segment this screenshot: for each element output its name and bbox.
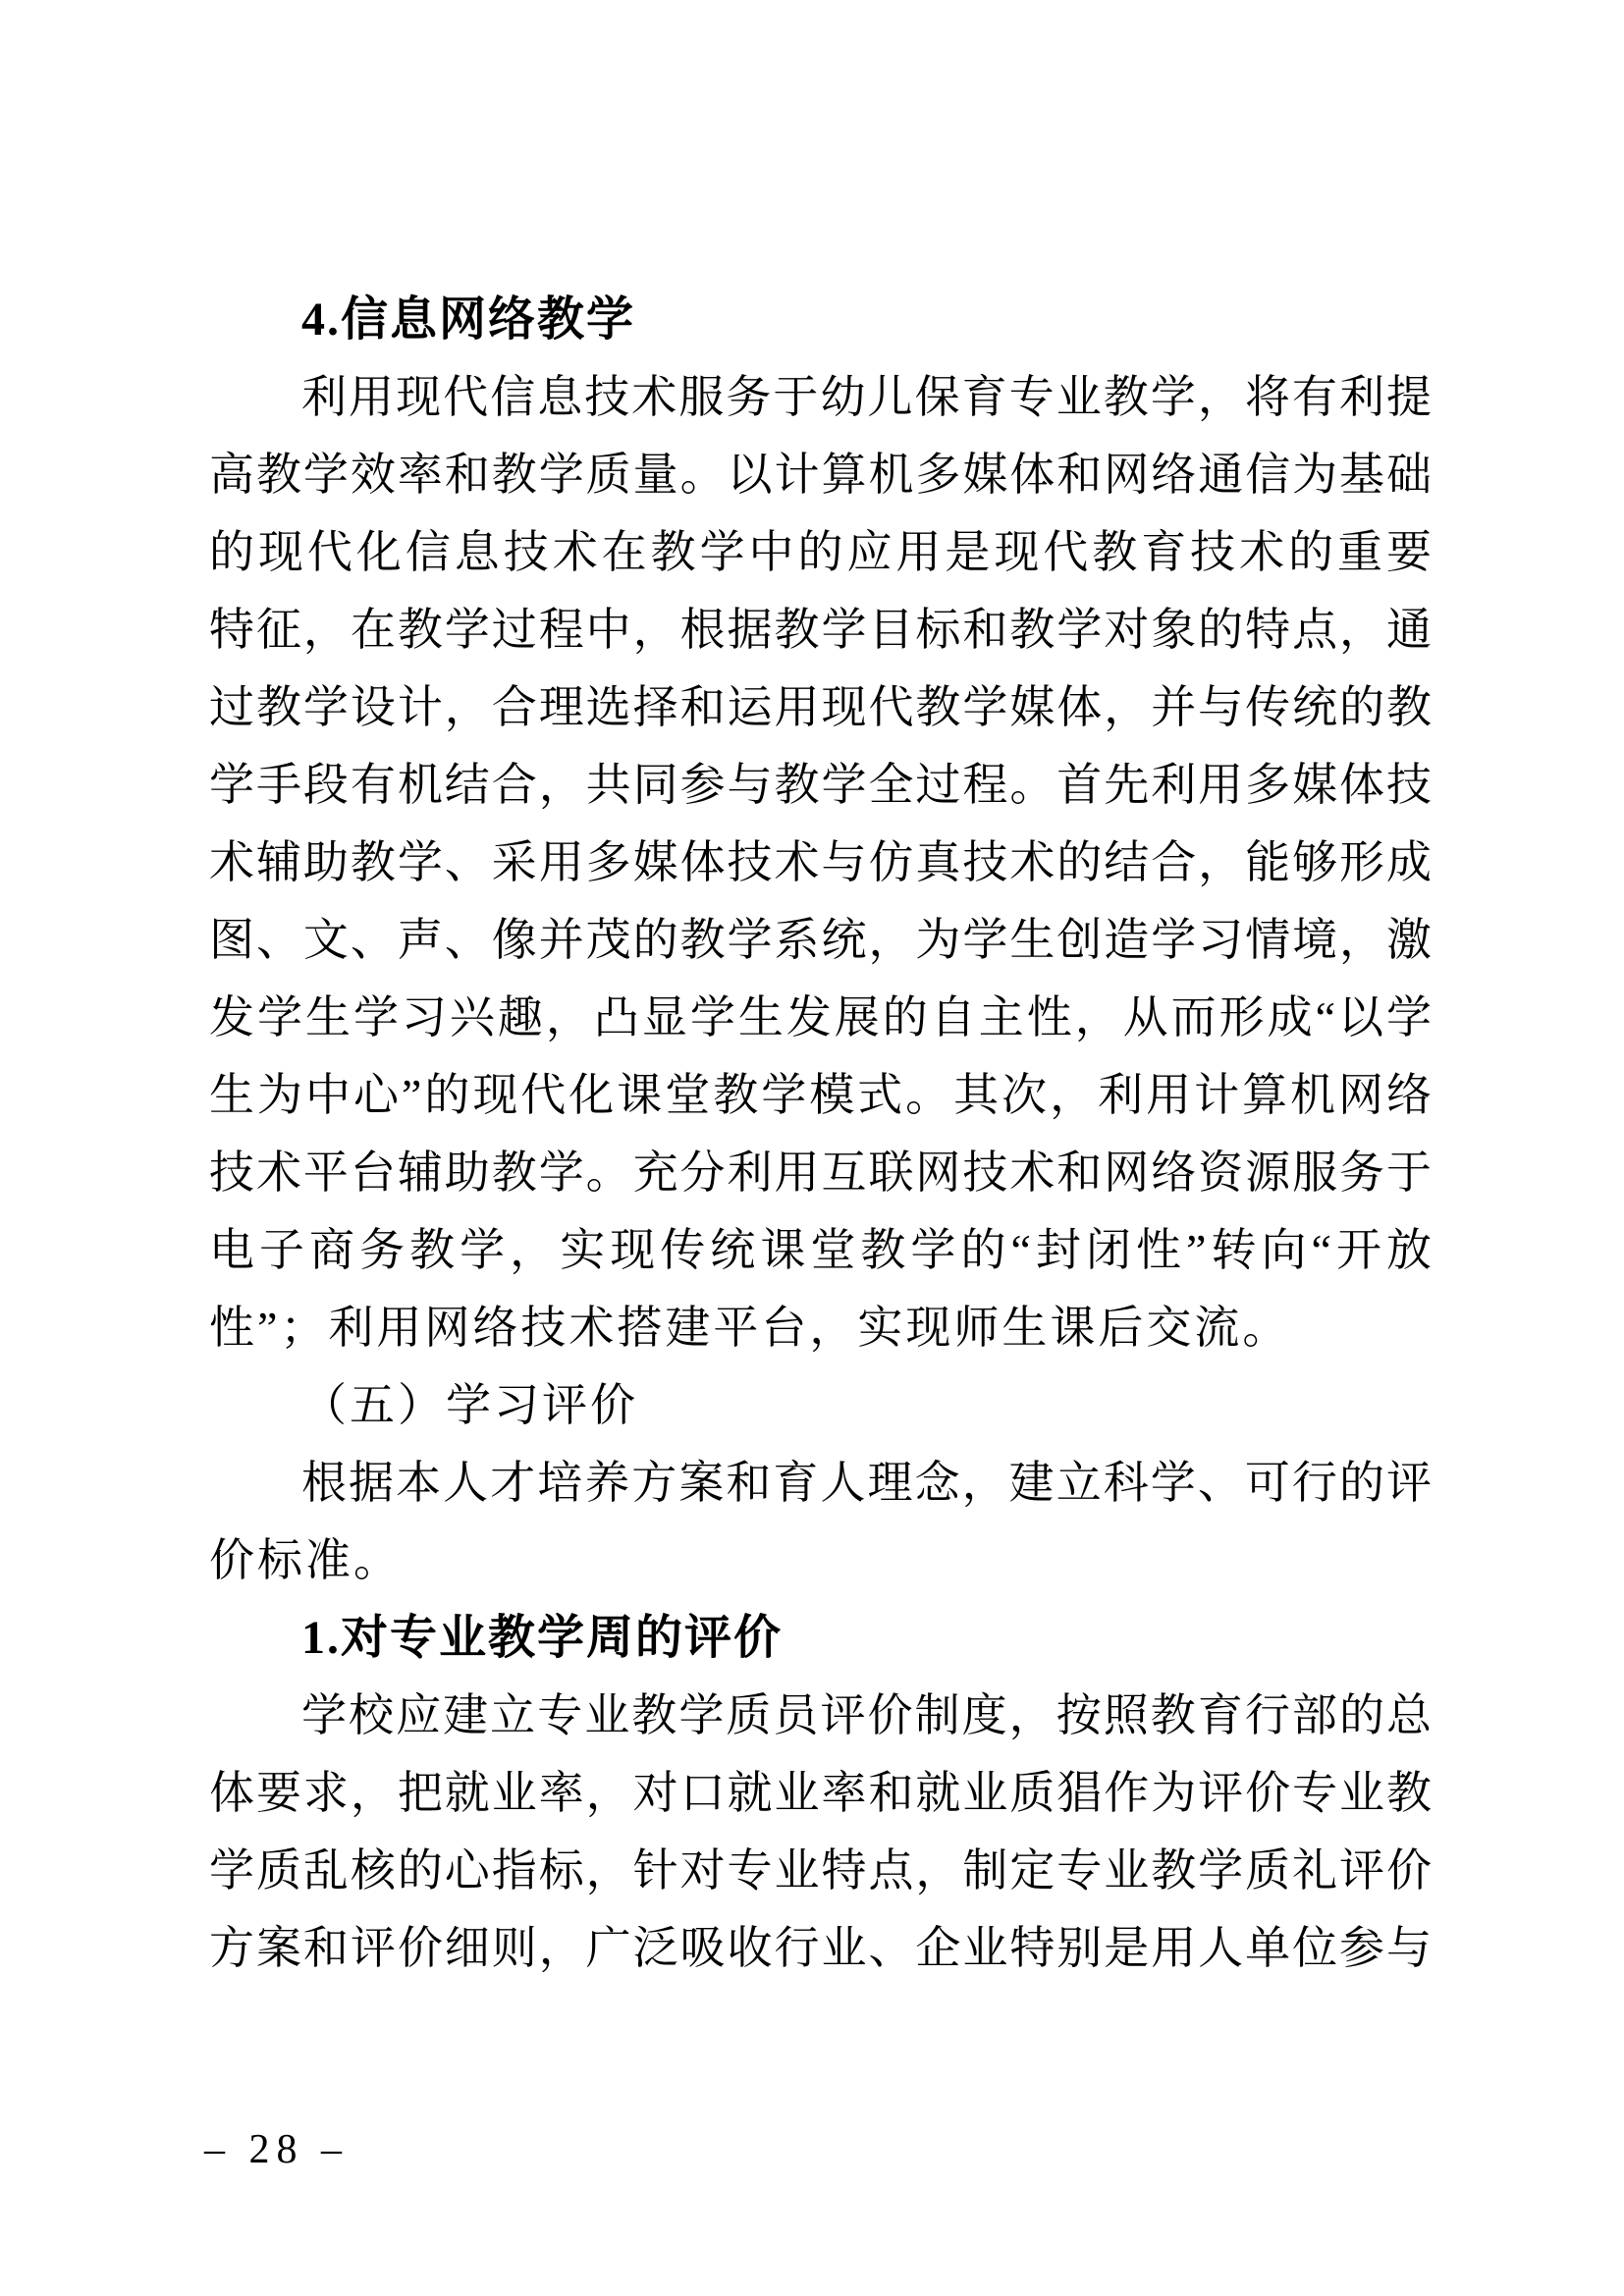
- text-line: 图、文、声、像并茂的教学系统，为学生创造学习情境，激: [209, 915, 1432, 965]
- text-line: （五）学习评价: [301, 1380, 638, 1430]
- text-line: 学手段有机结合，共同参与教学全过程。首先利用多媒体技: [209, 760, 1432, 810]
- text-line: 生为中心”的现代化课堂教学模式。其次，利用计算机网络: [209, 1070, 1432, 1120]
- document-body: [209, 281, 1432, 1987]
- text-line: 1.对专业教学周的评价: [301, 1612, 784, 1664]
- text-line: 体要求，把就业率，对口就业率和就业质猖作为评价专业教: [209, 1768, 1432, 1818]
- text-line: 4.信息网络教学: [301, 294, 636, 346]
- text-line: 技术平台辅助教学。充分利用互联网技术和网络资源服务于: [209, 1148, 1432, 1198]
- text-line: 术辅助教学、采用多媒体技术与仿真技术的结合，能够形成: [209, 837, 1432, 887]
- text-line: 发学生学习兴趣，凸显学生发展的自主性，从而形成“以学: [209, 992, 1432, 1042]
- text-line: 学校应建立专业教学质员评价制度，按照教育行部的总: [301, 1690, 1432, 1740]
- text-line: 电子商务教学，实现传统课堂教学的“封闭性”转向“开放: [209, 1225, 1432, 1275]
- text-line: 高教学效率和教学质量。以计算机多媒体和网络通信为基础: [209, 450, 1432, 500]
- text-line: 方案和评价细则，广泛吸收行业、企业特别是用人单位参与: [209, 1923, 1432, 1973]
- text-line: 性”；利用网络技术搭建平台，实现师生课后交流。: [209, 1303, 1291, 1353]
- text-line: 学质乱核的心指标，针对专业特点，制定专业教学质礼评价: [209, 1845, 1432, 1896]
- text-line: 特征，在教学过程中，根据教学目标和教学对象的特点，通: [209, 605, 1432, 655]
- text-line: 过教学设计，合理选择和运用现代教学媒体，并与传统的教: [209, 682, 1432, 732]
- text-line: 价标准。: [209, 1535, 402, 1585]
- text-line: 的现代化信息技术在教学中的应用是现代教育技术的重要: [209, 527, 1432, 577]
- text-line: 利用现代信息技术服务于幼儿保育专业教学，将有利提: [301, 372, 1432, 422]
- text-line: 根据本人才培养方案和育人理念，建立科学、可行的评: [301, 1458, 1432, 1508]
- page-number: – 28 –: [204, 2127, 349, 2172]
